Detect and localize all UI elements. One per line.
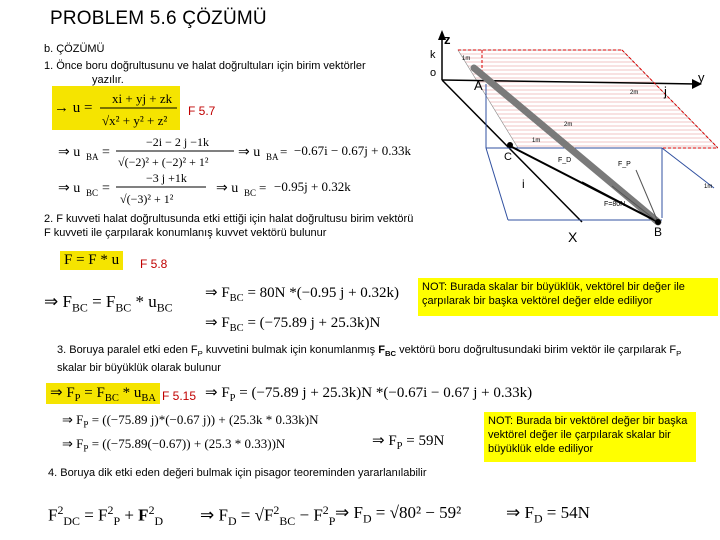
svg-text:√(−2)² + (−2)² + 1²: √(−2)² + (−2)² + 1² <box>118 155 209 169</box>
dim-2m: 2m <box>630 90 639 96</box>
svg-text:BC: BC <box>244 188 257 198</box>
dim-2m-b: 2m <box>564 122 573 128</box>
svg-text:⇒ u: ⇒ u <box>58 181 81 196</box>
u-ba-equation <box>56 134 411 172</box>
fp-step2: ⇒ $F_P = ((-75.89$ j)*(−0.67 j)) + (25.3k * 0.33k)N <box>62 412 319 430</box>
u-ba-result: −0.67i − 0.67j + 0.33k <box>294 143 411 158</box>
svg-text:=: = <box>102 145 110 160</box>
svg-text:→ u =: → u = <box>54 100 93 116</box>
formula-ref-5-7: F 5.7 <box>188 104 216 118</box>
step3-text: 3. Boruya paralel etki eden $F_P$ kuvvetini bulmak için konumlanmış $F_{BC}$ vektörü boru doğrultusundaki birim vektör ile çarpılarak $F_P$ skalar bir büyüklük olarak bulunur <box>57 344 682 375</box>
i-label: i <box>522 177 525 191</box>
note-vector-vector: NOT: Burada bir vektörel değer bir başka vektörel değer ile çarpılarak skalar bir büyüklük elde ediliyor <box>484 412 696 462</box>
k-label: k <box>430 49 436 61</box>
section-heading: b. ÇÖZÜMÜ <box>44 43 105 55</box>
fbc-lhs: ⇒ $F_{BC} = F_{BC} * u_{BC}$ <box>44 292 173 315</box>
u-bc-result: −0.95j + 0.32k <box>274 179 351 194</box>
step2-text: 2. F kuvveti halat doğrultusunda etki ettiği için halat doğrultusu birim vektörü F kuvveti ile çarpılarak konumlanış kuvvet vektörü bulunur <box>44 213 414 239</box>
formula-ref-5-15: F 5.15 <box>162 389 197 403</box>
pythagoras-3: ⇒ $F_D = √80^2 - 59^2$ <box>335 503 462 526</box>
svg-text:√(−3)² + 1²: √(−3)² + 1² <box>120 192 174 206</box>
f80-label: F=80N <box>604 201 626 208</box>
unit-vector-formula-graphic <box>52 86 180 130</box>
fbc-step2: ⇒ $F_{BC} = (-75.89$ j + 25.3k)N <box>205 315 381 334</box>
svg-text:=: = <box>102 181 110 196</box>
fp-step3: ⇒ $F_P = ((-75.89(-0.67)) + (25.3 * 0.33))N$ <box>62 436 286 454</box>
svg-text:−2i − 2 j −1k: −2i − 2 j −1k <box>146 135 209 149</box>
pythagoras-4: ⇒ $F_D = 54N$ <box>506 503 590 526</box>
svg-text:xi + yj + zk: xi + yj + zk <box>112 91 173 106</box>
svg-text:BA: BA <box>266 152 279 162</box>
point-b-label: B <box>654 225 663 239</box>
force-formula: F = F * u <box>60 251 123 270</box>
point-c-label: C <box>504 151 512 163</box>
y-label: y <box>698 70 705 85</box>
dim-1m-top: 1m <box>462 56 471 62</box>
svg-text:=: = <box>280 144 288 159</box>
fp-result: ⇒ $F_P = 59N$ <box>372 433 445 452</box>
formula-ref-5-8: F 5.8 <box>140 257 168 271</box>
force-diagram <box>422 28 718 246</box>
svg-text:⇒ u: ⇒ u <box>216 181 239 196</box>
svg-text:BA: BA <box>86 152 99 162</box>
o-label: o <box>430 67 437 79</box>
x-label: X <box>568 229 578 245</box>
fbc-step1: ⇒ $F_{BC} = 80N$ *(−0.95 j + 0.32k) <box>205 285 400 304</box>
svg-text:=: = <box>259 180 267 195</box>
note-scalar-vector: NOT: Burada skalar bir büyüklük, vektörel bir değer ile çarpılarak bir başka vektörel değer elde ediliyor <box>418 278 718 316</box>
page-title: PROBLEM 5.6 ÇÖZÜMÜ <box>50 8 267 29</box>
fp-step1: ⇒ $F_P = (-75.89$ j + 25.3k)N *(−0.67i − 0.67 j + 0.33k) <box>205 385 533 404</box>
point-a-label: A <box>474 78 483 93</box>
dim-1m-side: 1m <box>704 184 713 190</box>
pythagoras-2: ⇒ $F_D = √F^2_{BC} - F^2_P$ <box>200 503 336 529</box>
j-label: j <box>664 84 667 99</box>
svg-text:√x² + y² + z²: √x² + y² + z² <box>102 113 168 128</box>
point-c-marker <box>507 142 513 148</box>
fp-formula: ⇒ $F_P = F_{BC} * u_{BA}$ <box>46 383 160 404</box>
svg-text:BC: BC <box>86 188 99 198</box>
svg-text:−3 j +1k: −3 j +1k <box>146 171 187 185</box>
force-diagram-svg <box>422 28 718 246</box>
svg-text:⇒ u: ⇒ u <box>58 145 81 160</box>
svg-text:⇒ u: ⇒ u <box>238 145 261 160</box>
step1-continuation: yazılır. <box>92 74 124 86</box>
fd-label: F_D <box>558 157 572 164</box>
u-bc-equation <box>56 170 386 210</box>
step4-text: 4. Boruya dik etki eden değeri bulmak için pisagor teoreminden yararlanılabilir <box>48 467 427 479</box>
fp-label: F_P <box>618 161 631 168</box>
step1-text: 1. Önce boru doğrultusunu ve halat doğrultuları için birim vektörler <box>44 60 366 72</box>
pythagoras-1: $F^2_{DC} = F^2_P + F^2_D$ <box>48 503 164 529</box>
z-label: z <box>444 32 451 47</box>
dim-1m-left: 1m <box>532 138 541 144</box>
hatched-plane <box>458 50 718 148</box>
unit-vector-formula <box>52 86 180 130</box>
